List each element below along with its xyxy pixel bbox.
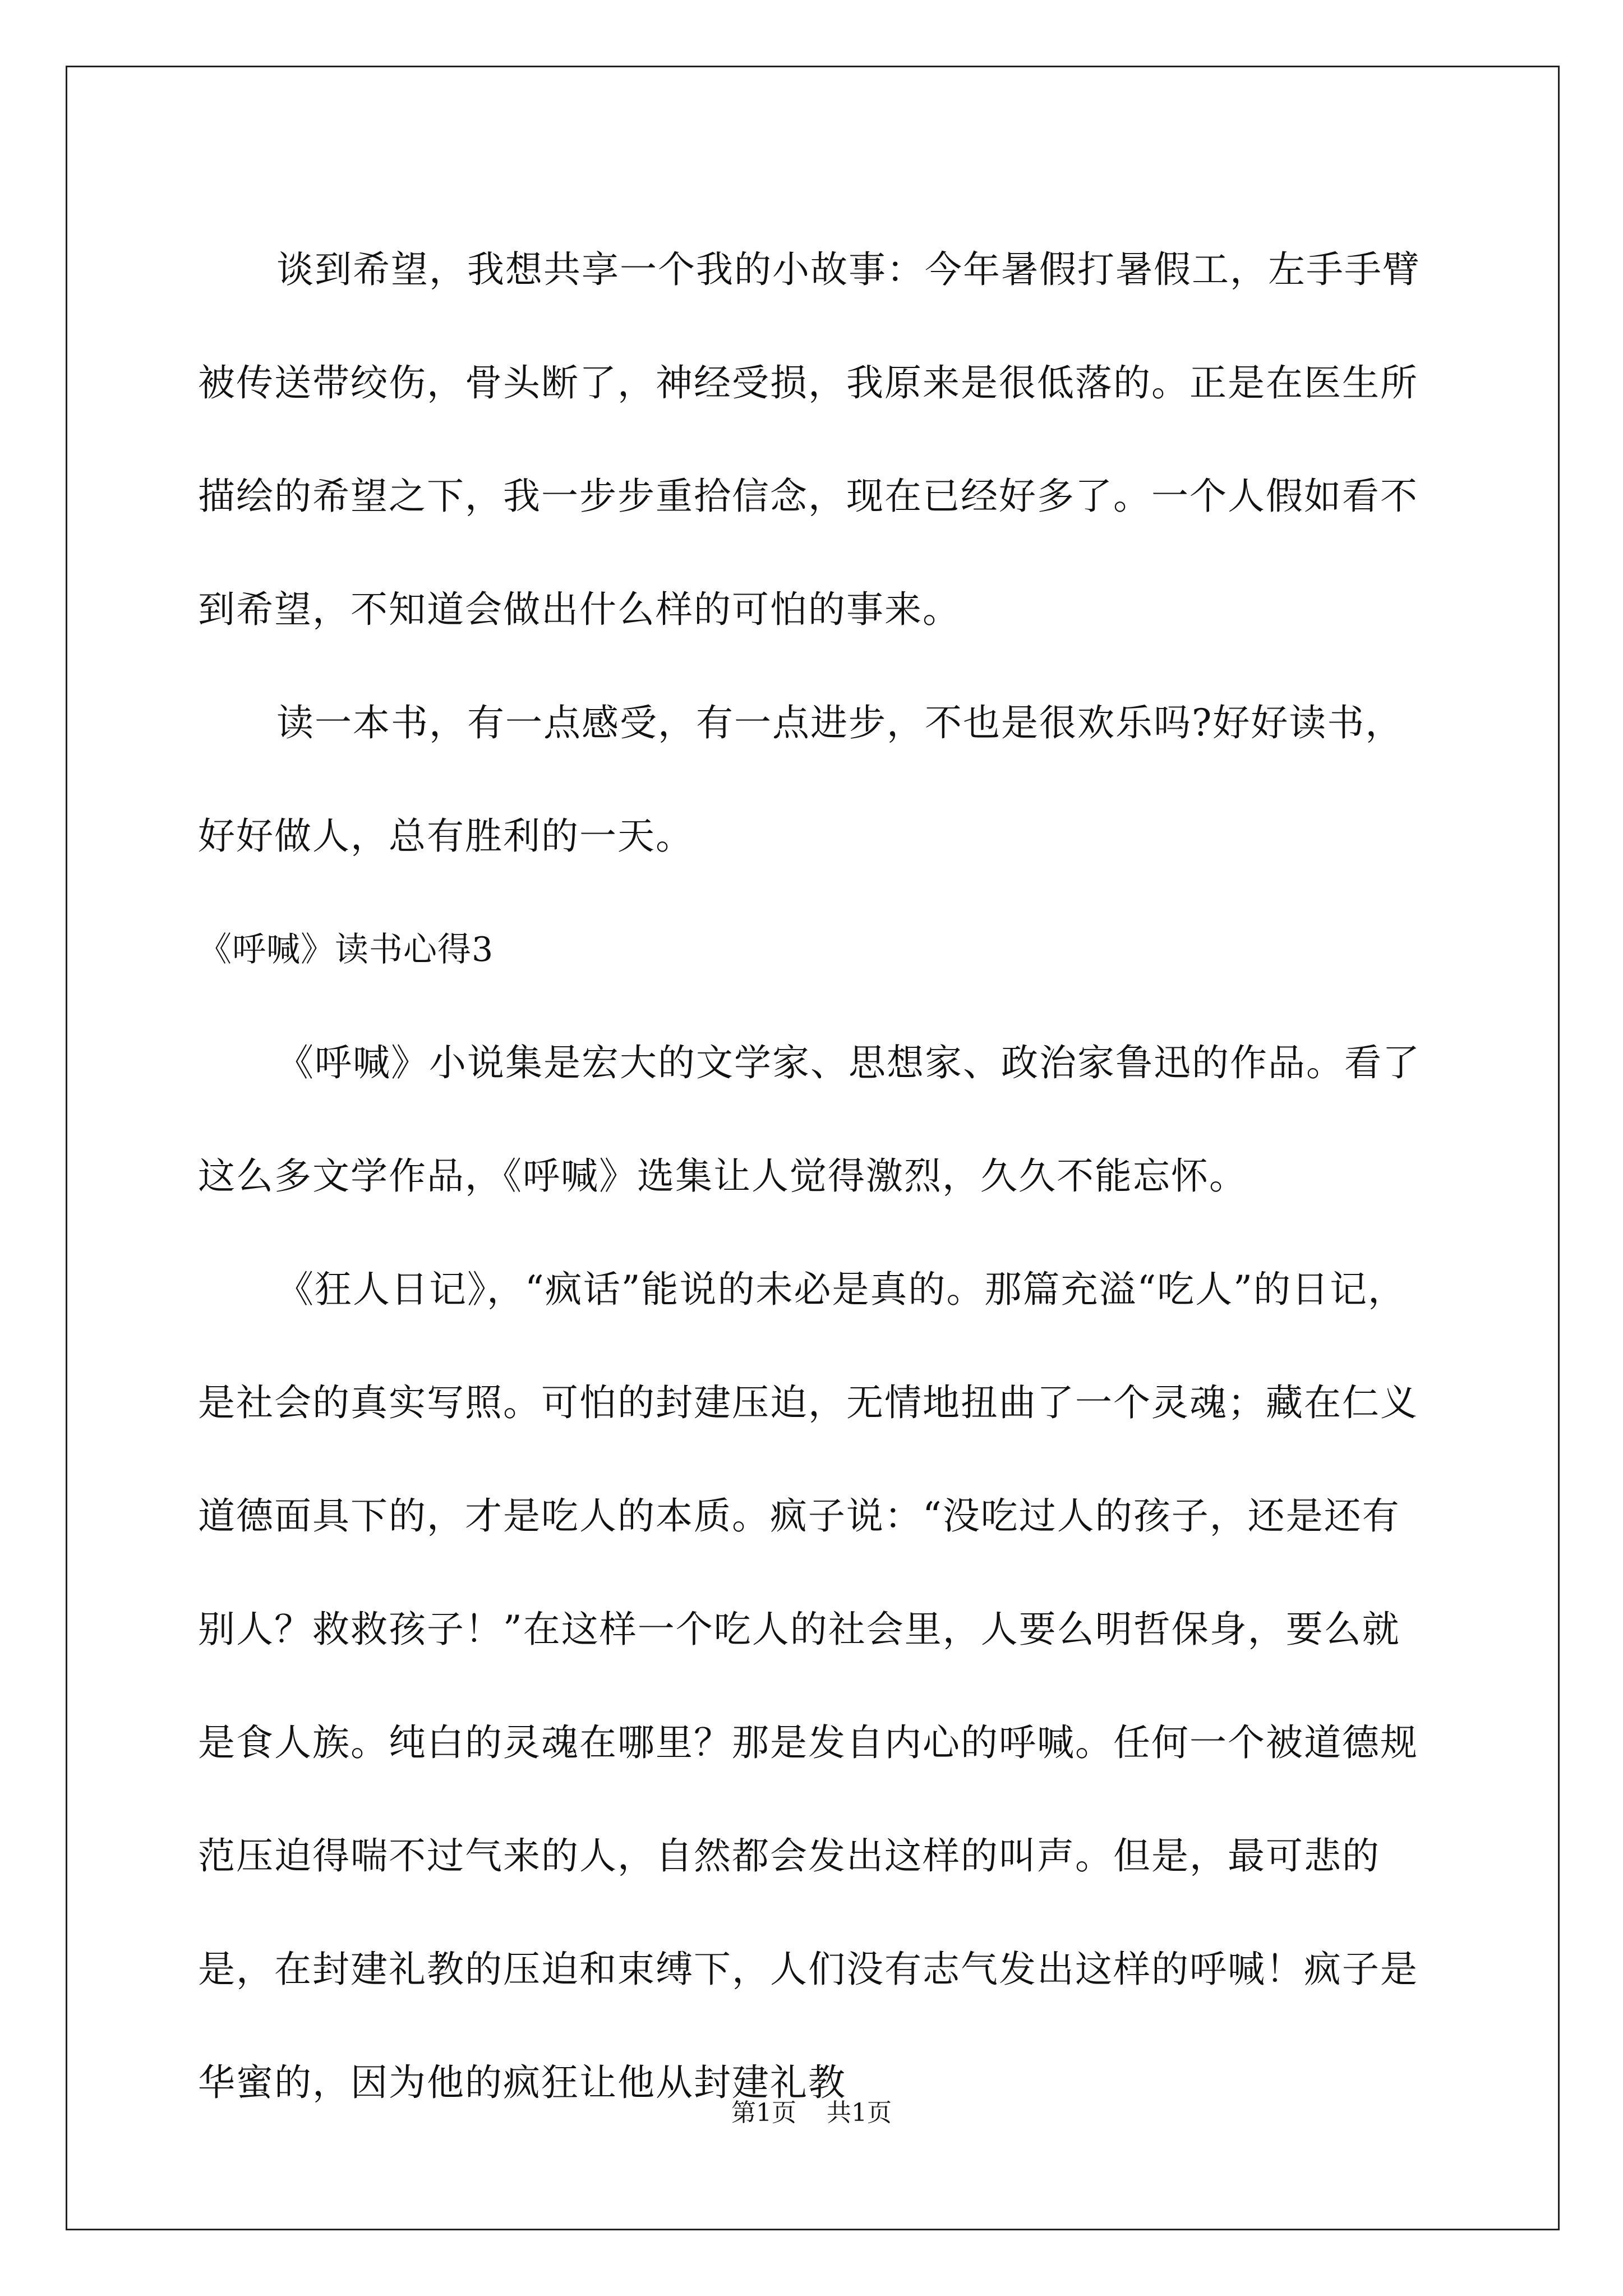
section-heading: 《呼喊》读书心得3 xyxy=(198,930,494,969)
page-footer xyxy=(0,2092,1623,2128)
document-body xyxy=(198,213,1432,2139)
page-number: 第1页 xyxy=(731,2099,796,2127)
page-total: 共1页 xyxy=(827,2099,892,2127)
paragraph-madman-diary: 《狂人日记》，“疯话”能说的未必是真的。那篇充溢“吃人”的日记，是社会的真实写照。可怕的封建压迫，无情地扭曲了一个灵魂；藏在仁义道德面具下的，才是吃人的本质。疯子说：“没吃过人的孩子，还是还有别人？救救孩子！”在这样一个吃人的社会里，人要么明哲保身，要么就是食人族。纯白的灵魂在哪里？那是发自内心的呼喊。任何一个被道德规范压迫得喘不过气来的人，自然都会发出这样的叫声。但是，最可悲的是，在封建礼教的压迫和束缚下，人们没有志气发出这样的呼喊！疯子是华蜜的，因为他的疯狂让他从封建礼教 xyxy=(198,1268,1418,2104)
paragraph-collection-intro: 《呼喊》小说集是宏大的文学家、思想家、政治家鲁迅的作品。看了这么多文学作品，《呼喊》选集让人觉得激烈，久久不能忘怀。 xyxy=(198,1041,1421,1198)
paragraph-hope-story: 谈到希望，我想共享一个我的小故事：今年暑假打暑假工，左手手臂被传送带绞伤，骨头断了，神经受损，我原来是很低落的。正是在医生所描绘的希望之下，我一步步重拾信念，现在已经好多了。一个人假如看不到希望，不知道会做出什么样的可怕的事来。 xyxy=(198,248,1421,631)
paragraph-reading: 读一本书，有一点感受，有一点进步，不也是很欢乐吗?好好读书，好好做人，总有胜利的一天。 xyxy=(198,701,1404,858)
